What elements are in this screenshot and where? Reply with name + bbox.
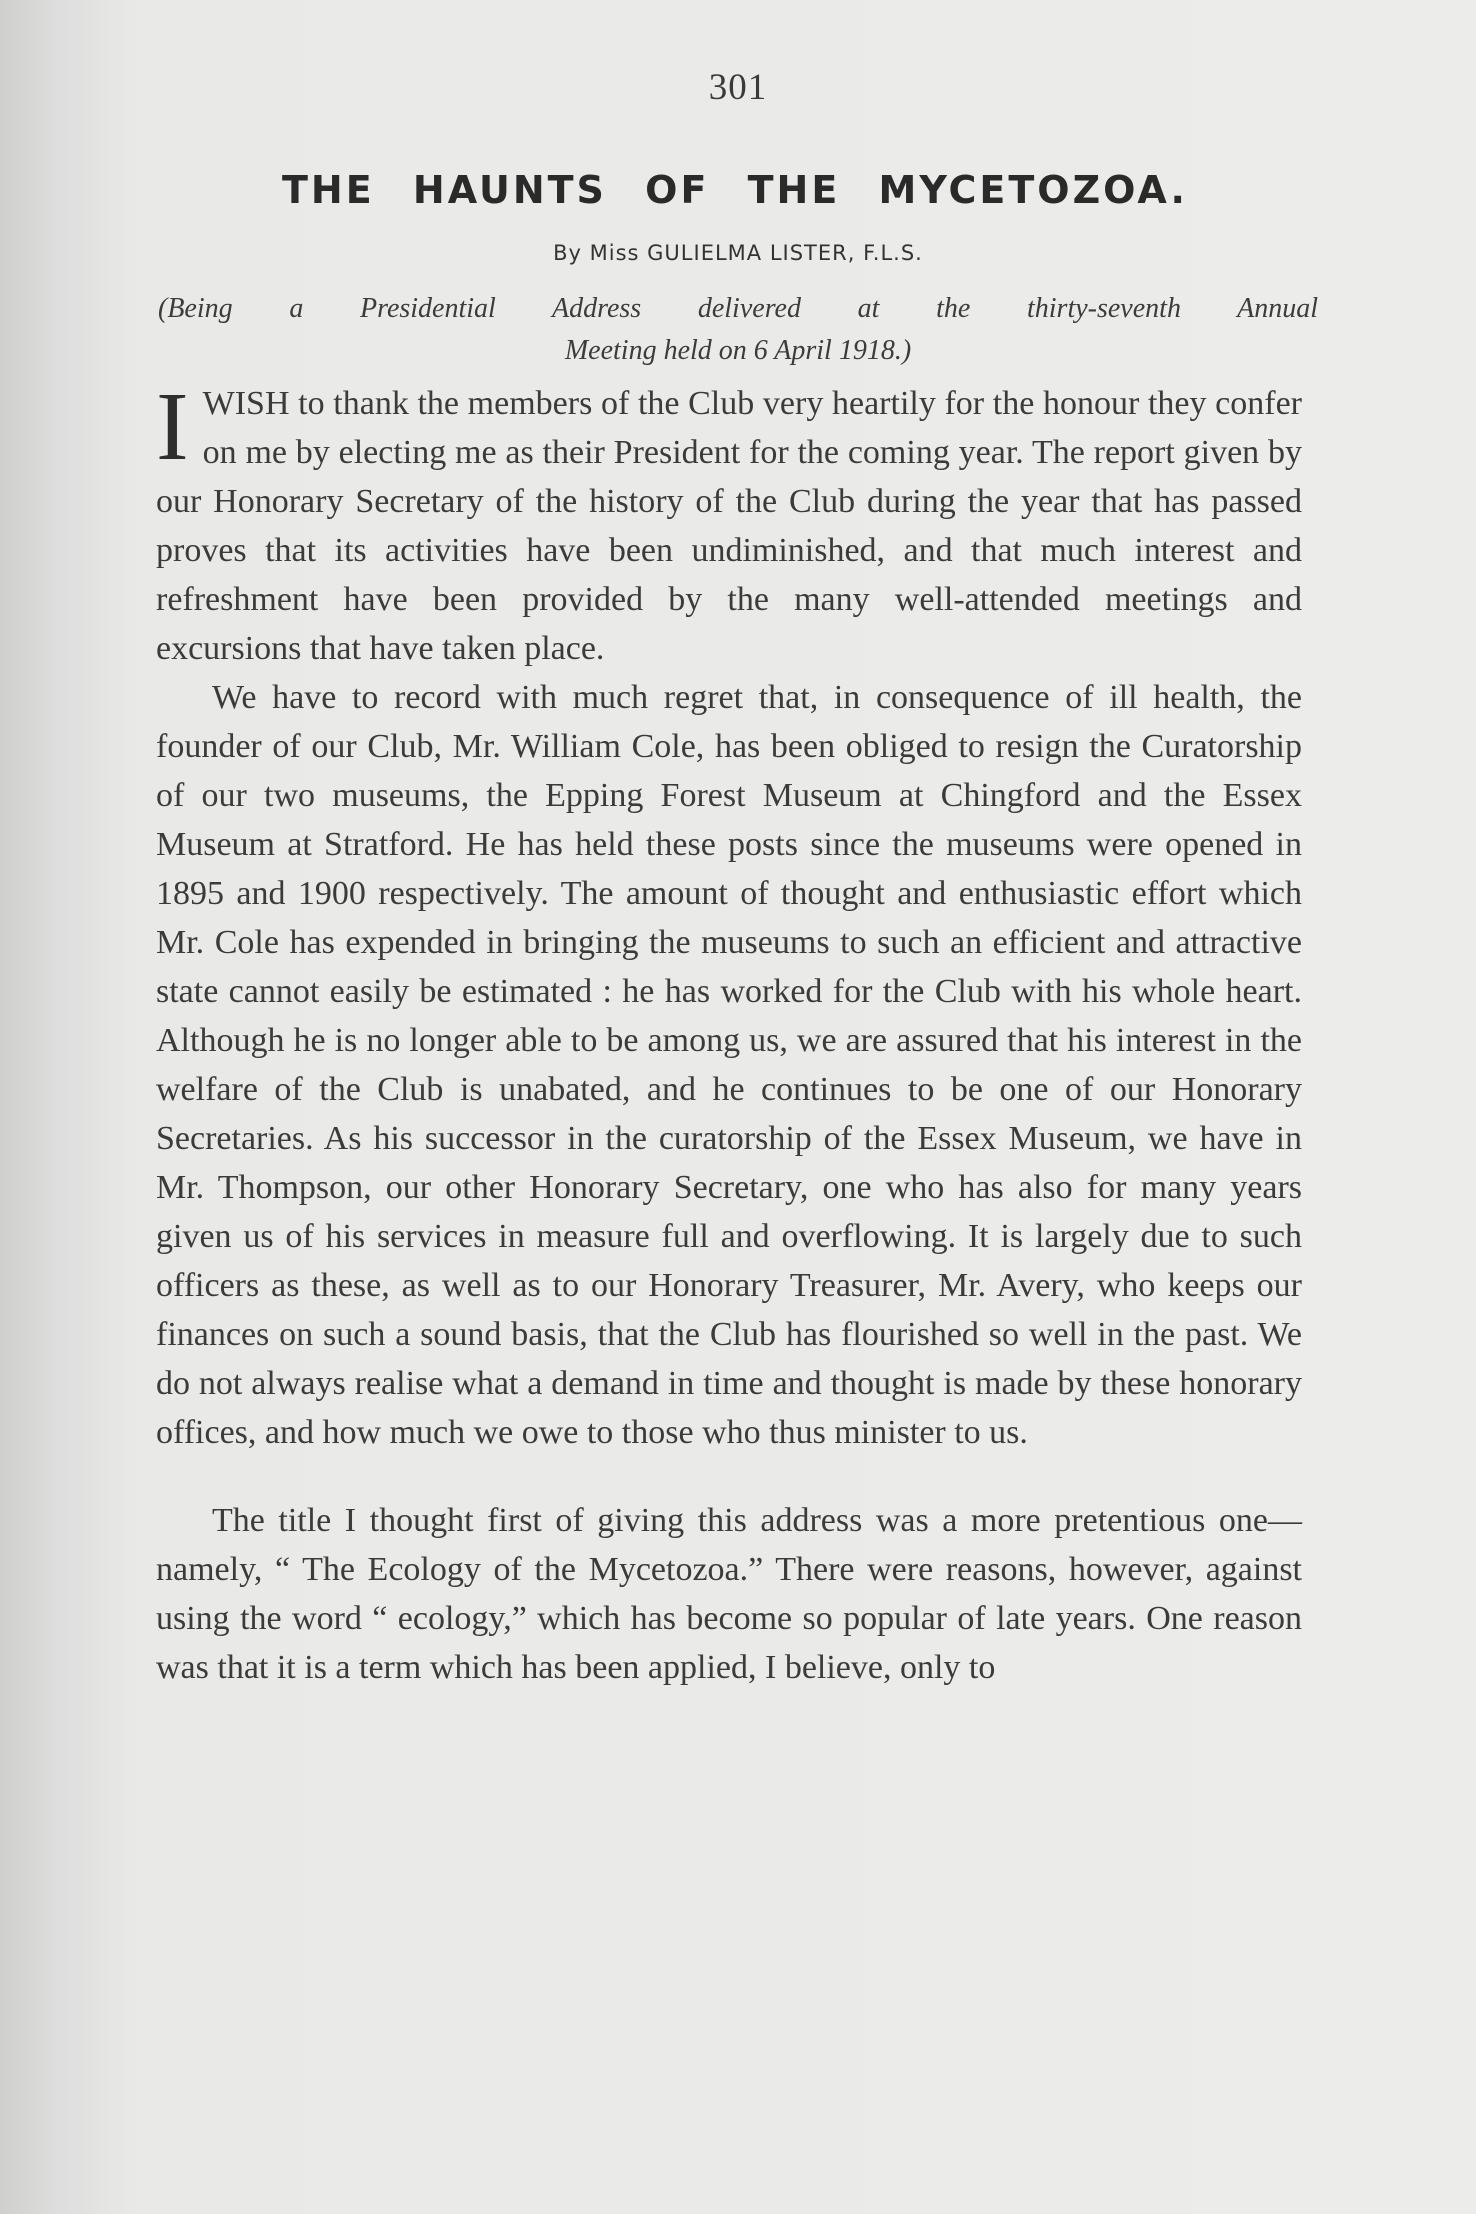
- article-title: THE HAUNTS OF THE MYCETOZOA.: [282, 168, 1188, 212]
- paragraph-1-text: WISH to thank the members of the Club very heartily for the honour they confer on me by electing me as their President for the coming year. The report given by our Honorary Secretary of the history of the Club during the year that has passed proves that its activities have been undiminished, and that much interest and refreshment have been provided by the many well-attended meetings and excursions that have taken place.: [156, 385, 1302, 667]
- paragraph-3: The title I thought first of giving this address was a more pretentious one—namely, “ The Ecology of the Mycetozoa.” There were reasons, however, against using the word “ ecology,” which has become so popular of late years. One reason was that it is a term which has been applied, I believe, only to: [156, 1502, 1302, 1686]
- subtitle-line-1: (Being a Presidential Address delivered at the thirty-seventh Annual: [158, 293, 1318, 324]
- article-body: [156, 373, 1302, 1692]
- subtitle-line-2: Meeting held on 6 April 1918.): [564, 335, 912, 366]
- paragraph-1: [156, 373, 1302, 673]
- author-byline: By Miss GULIELMA LISTER, F.L.S.: [553, 241, 923, 265]
- page-number: 301: [708, 67, 768, 108]
- address-subtitle: [158, 288, 1318, 372]
- drop-cap: I: [156, 373, 189, 481]
- paragraph-2: We have to record with much regret that, in consequence of ill health, the founder of our Club, Mr. William Cole, has been obliged to resign the Curatorship of our two museums, the Epping Forest Museum at Chingford and the Essex Museum at Stratford. He has held these posts since the museums were opened in 1895 and 1900 respectively. The amount of thought and enthusiastic effort which Mr. Cole has expended in bringing the museums to such an efficient and attractive state cannot easily be estimated : he has worked for the Club with his whole heart. Although he is no longer able to be among us, we are assured that his interest in the welfare of the Club is unabated, and he continues to be one of our Honorary Secretaries. As his successor in the curatorship of the Essex Museum, we have in Mr. Thompson, our other Honorary Secretary, one who has also for many years given us of his services in measure full and overflowing. It is largely due to such officers as these, as well as to our Honorary Treasurer, Mr. Avery, who keeps our finances on such a sound basis, that the Club has flourished so well in the past. We do not always realise what a demand in time and thought is made by these honorary offices, and how much we owe to those who thus minister to us.: [156, 679, 1302, 1451]
